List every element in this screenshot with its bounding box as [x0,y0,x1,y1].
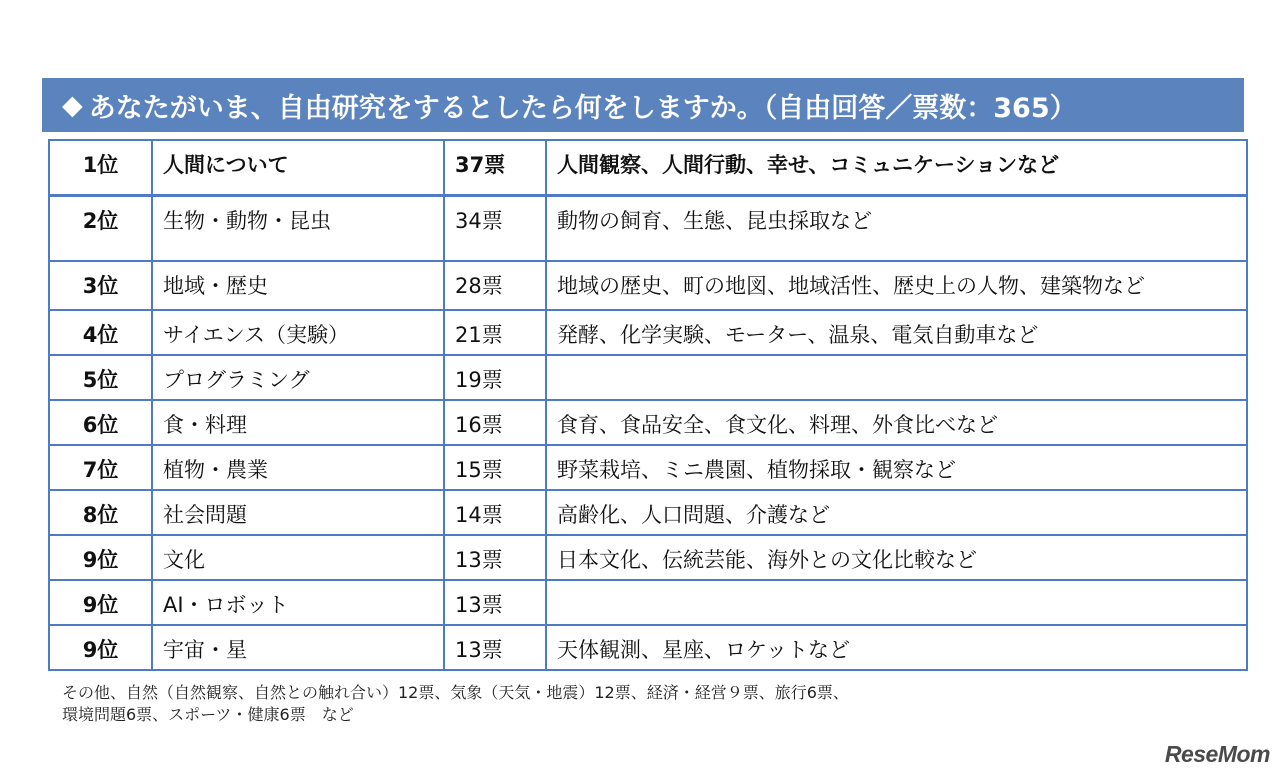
votes-cell-text: 16票 [455,413,503,437]
rank-cell [49,261,152,310]
rank-cell [49,445,152,490]
rank-cell-text: 9位 [82,548,119,572]
footnote-line-2: 環境問題6票、スポーツ・健康6票 など [62,705,354,724]
examples-cell-text: 日本文化、伝統芸能、海外との文化比較など [557,548,977,572]
examples-cell-text: 動物の飼育、生態、昆虫採取など [557,208,872,233]
topic-cell-text: 社会問題 [163,503,247,527]
votes-cell-text: 21票 [455,323,503,347]
table-row [49,625,1247,670]
examples-cell [546,535,1247,580]
rank-cell [49,535,152,580]
examples-cell [546,490,1247,535]
votes-cell [444,580,546,625]
examples-cell [546,261,1247,310]
rank-cell-text: 6位 [82,413,119,437]
examples-cell [546,625,1247,670]
votes-cell [444,355,546,400]
examples-cell-text [557,581,1236,589]
resemom-logo: ReseMom [1164,741,1270,767]
topic-cell-text: サイエンス（実験） [163,323,350,347]
votes-cell [444,625,546,670]
votes-cell-text: 13票 [455,593,503,617]
votes-cell-text: 19票 [455,368,503,392]
topic-cell-text: 人間について [163,153,289,177]
examples-cell [546,310,1247,355]
rank-cell [49,400,152,445]
topic-cell-text: 地域・歴史 [163,274,268,298]
votes-cell [444,445,546,490]
topic-cell [152,625,444,670]
votes-cell [444,310,546,355]
footnote-line-1: その他、自然（自然観察、自然との触れ合い）12票、気象（天気・地震）12票、経済・経営９票、旅行6票、 [62,683,849,702]
topic-cell-text: 文化 [163,548,205,572]
page-title-text: あなたがいま、自由研究をするとしたら何をしますか。（自由回答／票数：365） [88,92,1077,124]
topic-cell [152,400,444,445]
rank-cell [49,580,152,625]
rank-cell-text: 5位 [82,368,119,392]
rank-cell [49,625,152,670]
examples-cell-text: 食育、食品安全、食文化、料理、外食比べなど [557,413,998,437]
topic-cell [152,490,444,535]
topic-cell-text: 食・料理 [163,413,247,437]
rank-cell-text: 9位 [82,638,119,662]
votes-cell-text: 34票 [455,208,503,233]
topic-cell-text: AI・ロボット [163,593,289,617]
votes-cell [444,490,546,535]
footnote [62,682,849,726]
rank-cell-text: 2位 [82,208,119,233]
examples-cell-text: 地域の歴史、町の地図、地域活性、歴史上の人物、建築物など [557,274,1145,298]
votes-cell-text: 37票 [455,153,506,177]
topic-cell-text: プログラミング [163,368,310,392]
topic-cell [152,195,444,261]
rank-cell-text: 9位 [82,593,119,617]
votes-cell-text: 13票 [455,638,503,662]
rank-cell [49,140,152,195]
topic-cell [152,580,444,625]
rank-cell-text: 1位 [82,153,119,177]
examples-cell [546,140,1247,195]
table-row [49,400,1247,445]
examples-cell-text: 高齢化、人口問題、介護など [557,503,830,527]
page-title [42,78,1244,132]
examples-cell [546,400,1247,445]
ranking-table [48,139,1248,671]
topic-cell-text: 生物・動物・昆虫 [163,208,331,233]
examples-cell-text: 人間観察、人間行動、幸せ、コミュニケーションなど [557,153,1060,177]
examples-cell [546,355,1247,400]
votes-cell [444,195,546,261]
examples-cell [546,580,1247,625]
table-row [49,195,1247,261]
topic-cell-text: 宇宙・星 [163,638,247,662]
rank-cell [49,195,152,261]
topic-cell [152,445,444,490]
topic-cell [152,261,444,310]
votes-cell [444,140,546,195]
votes-cell [444,261,546,310]
examples-cell-text [557,356,1236,364]
votes-cell [444,400,546,445]
votes-cell-text: 14票 [455,503,503,527]
topic-cell [152,140,444,195]
rank-cell-text: 4位 [82,323,119,347]
votes-cell [444,535,546,580]
rank-cell [49,355,152,400]
votes-cell-text: 13票 [455,548,503,572]
table-row [49,310,1247,355]
votes-cell-text: 28票 [455,274,503,298]
table-row [49,261,1247,310]
table-row [49,580,1247,625]
topic-cell [152,310,444,355]
rank-cell-text: 8位 [82,503,119,527]
rank-cell-text: 3位 [82,274,119,298]
topic-cell-text: 植物・農業 [163,458,268,482]
topic-cell [152,535,444,580]
table-row [49,535,1247,580]
table-row [49,140,1247,195]
rank-cell [49,310,152,355]
table-row [49,490,1247,535]
examples-cell [546,445,1247,490]
votes-cell-text: 15票 [455,458,503,482]
rank-cell-text: 7位 [82,458,119,482]
examples-cell-text: 天体観測、星座、ロケットなど [557,638,850,662]
examples-cell [546,195,1247,261]
diamond-icon: ◆ [62,89,83,121]
examples-cell-text: 野菜栽培、ミニ農園、植物採取・観察など [557,458,956,482]
rank-cell [49,490,152,535]
table-row [49,355,1247,400]
topic-cell [152,355,444,400]
table-row [49,445,1247,490]
examples-cell-text: 発酵、化学実験、モーター、温泉、電気自動車など [557,323,1039,347]
